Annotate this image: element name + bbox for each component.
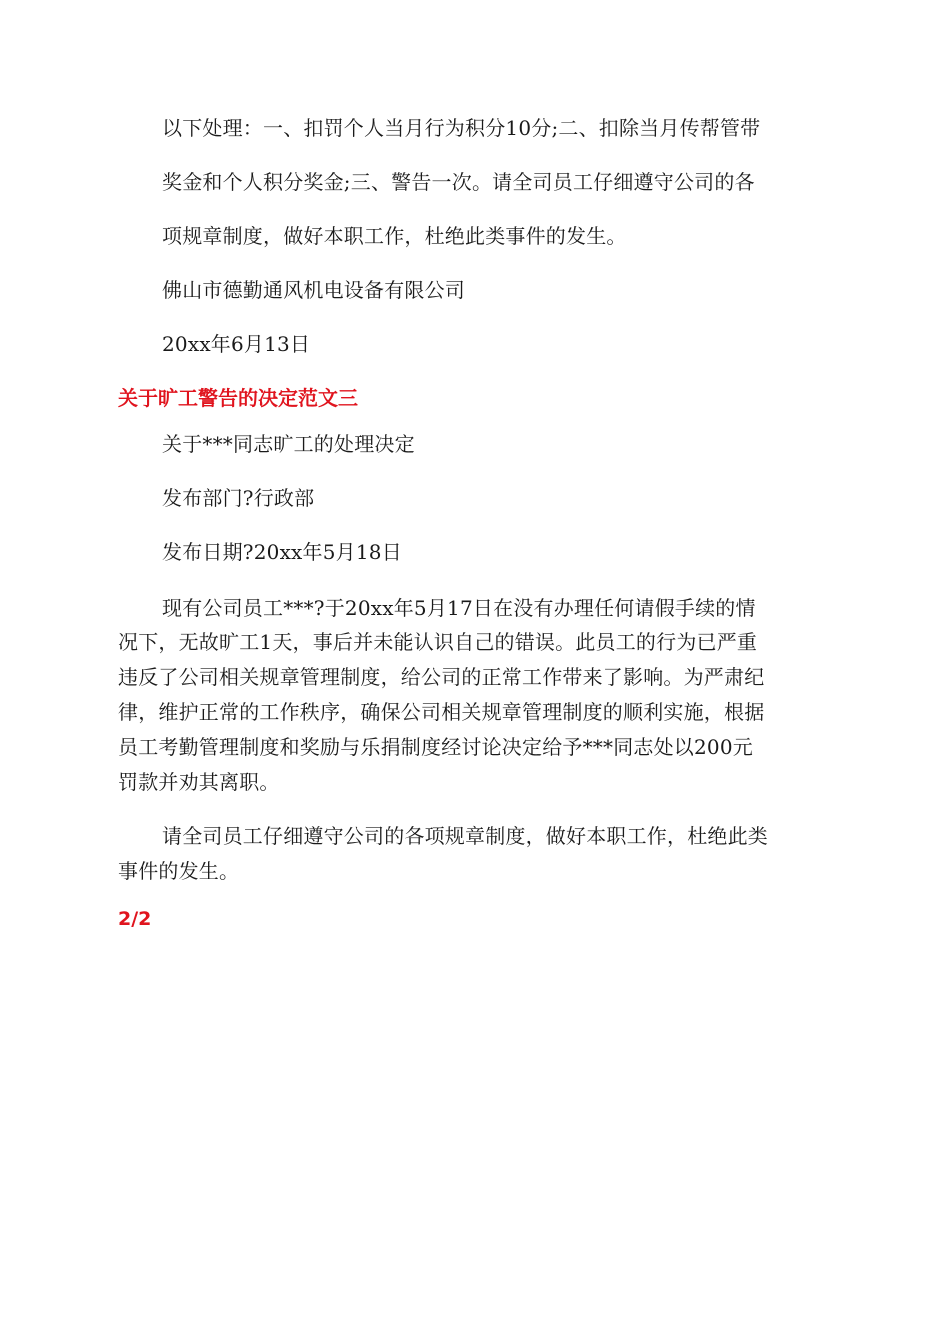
body-paragraph-line-3: 违反了公司相关规章管理制度，给公司的正常工作带来了影响。为严肃纪 — [118, 665, 765, 689]
body-paragraph-line-1: 现有公司员工***?于20xx年5月17日在没有办理任何请假手续的情 — [162, 596, 756, 620]
body-paragraph-line-6: 罚款并劝其离职。 — [118, 770, 280, 794]
notice-title: 关于***同志旷工的处理决定 — [162, 432, 415, 456]
page-number: 2/2 — [118, 908, 152, 930]
signature-company: 佛山市德勤通风机电设备有限公司 — [162, 278, 465, 302]
section-heading: 关于旷工警告的决定范文三 — [118, 386, 358, 410]
body-paragraph-line-4: 律，维护正常的工作秩序，确保公司相关规章管理制度的顺利实施，根据 — [118, 700, 765, 724]
publish-date: 发布日期?20xx年5月18日 — [162, 540, 402, 564]
continued-paragraph-line-2: 奖金和个人积分奖金;三、警告一次。请全司员工仔细遵守公司的各 — [162, 170, 755, 194]
continued-paragraph-line-1: 以下处理：一、扣罚个人当月行为积分10分;二、扣除当月传帮管带 — [162, 116, 761, 140]
signature-date: 20xx年6月13日 — [162, 332, 311, 356]
body-paragraph-line-5: 员工考勤管理制度和奖励与乐捐制度经讨论决定给予***同志处以200元 — [118, 735, 753, 759]
closing-paragraph-line-2: 事件的发生。 — [118, 859, 240, 883]
publish-department: 发布部门?行政部 — [162, 486, 315, 510]
body-paragraph-line-2: 况下，无故旷工1天，事后并未能认识自己的错误。此员工的行为已严重 — [118, 630, 758, 654]
closing-paragraph-line-1: 请全司员工仔细遵守公司的各项规章制度，做好本职工作，杜绝此类 — [162, 824, 768, 848]
continued-paragraph-line-3: 项规章制度，做好本职工作，杜绝此类事件的发生。 — [162, 224, 627, 248]
